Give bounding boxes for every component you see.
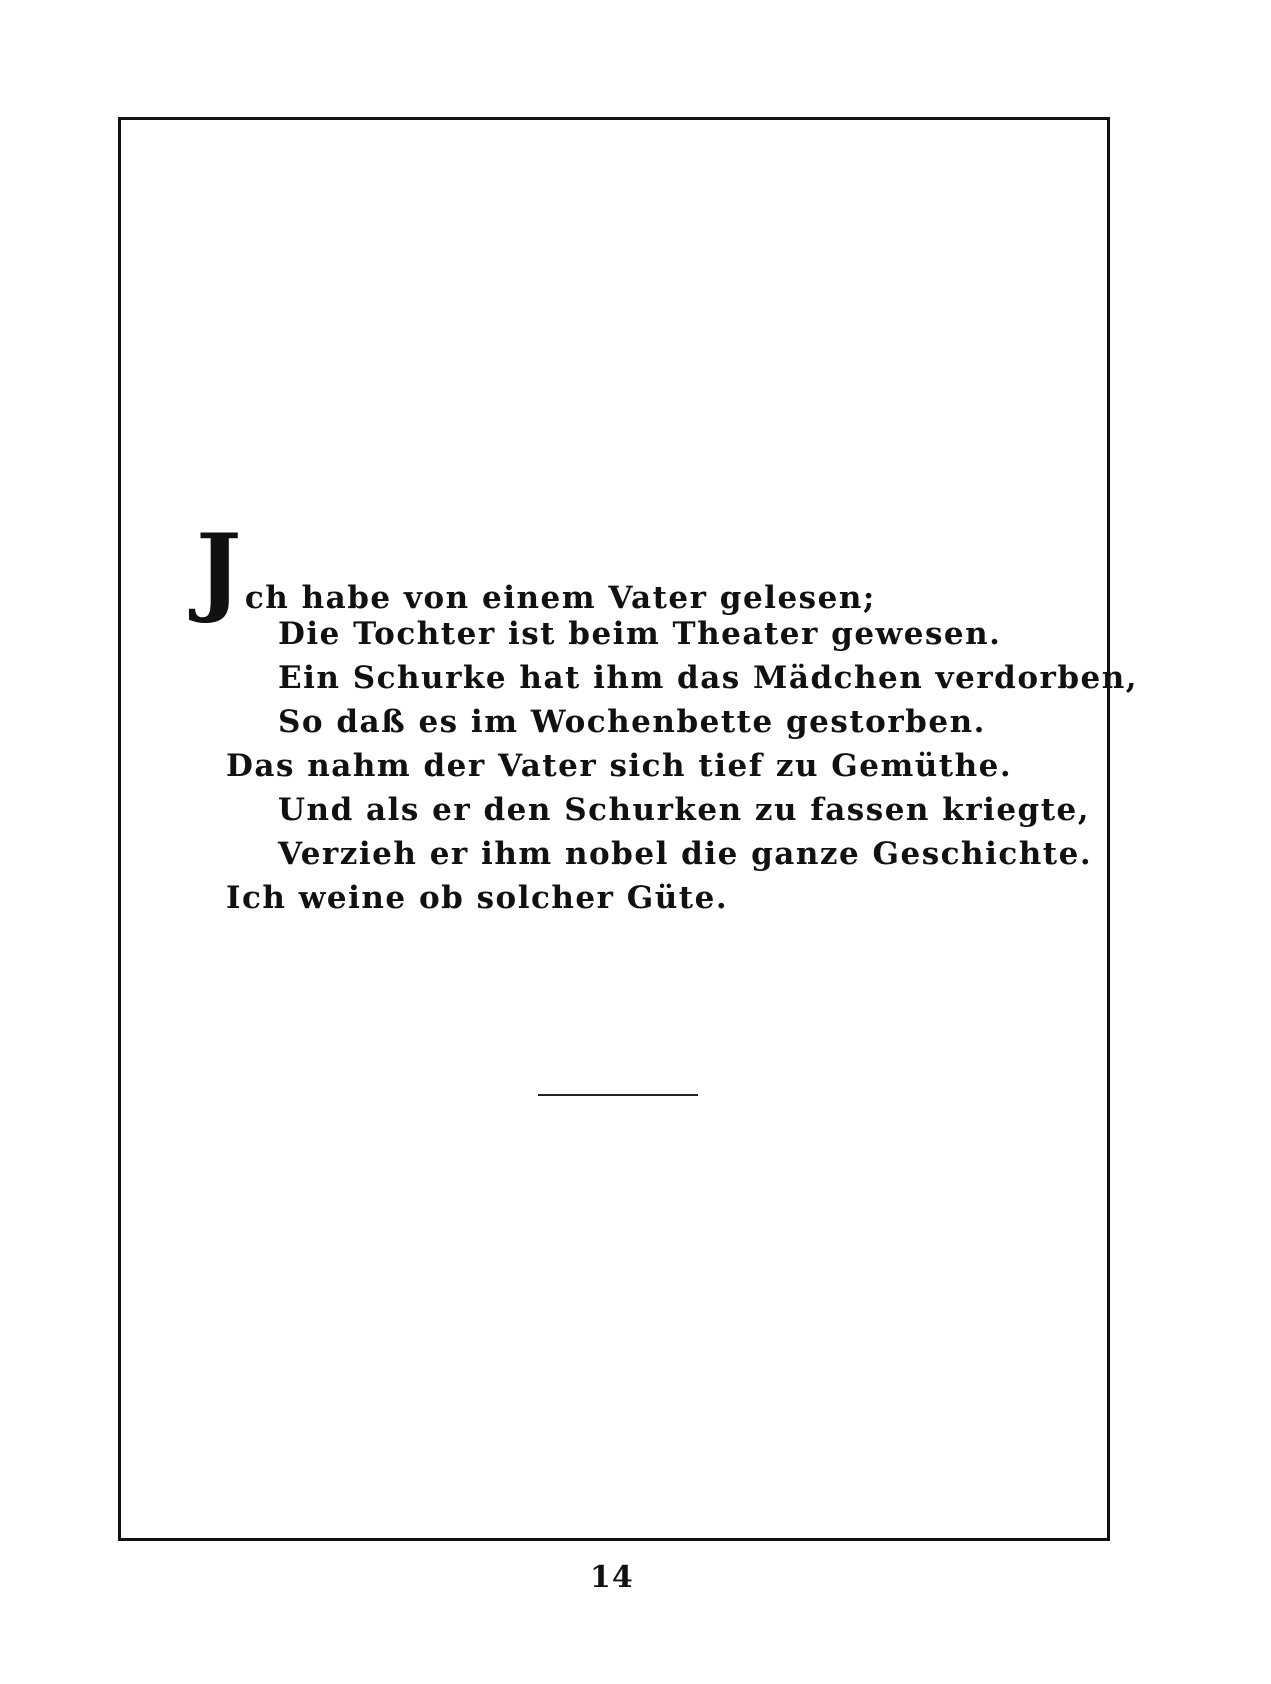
poem-line-3: Ein Schurke hat ihm das Mädchen verdorben,	[278, 660, 1139, 696]
poem-line-1	[196, 513, 1076, 626]
poem-line-4: So daß es im Wochenbette gestorben.	[278, 704, 986, 740]
poem-line-7: Verzieh er ihm nobel die ganze Geschichte.	[278, 836, 1093, 872]
section-divider	[538, 1094, 698, 1096]
drop-cap: J	[196, 513, 243, 626]
poem-line-6: Und als er den Schurken zu fassen kriegte,	[278, 792, 1091, 828]
page-number: 14	[590, 1560, 634, 1595]
poem	[196, 513, 1139, 920]
poem-line-1-text: ch habe von einem Vater gelesen;	[244, 580, 876, 616]
poem-line-8: Ich weine ob solcher Güte.	[226, 880, 729, 916]
poem-line-2: Die Tochter ist beim Theater gewesen.	[278, 616, 1002, 652]
poem-line-5: Das nahm der Vater sich tief zu Gemüthe.	[226, 748, 1013, 784]
